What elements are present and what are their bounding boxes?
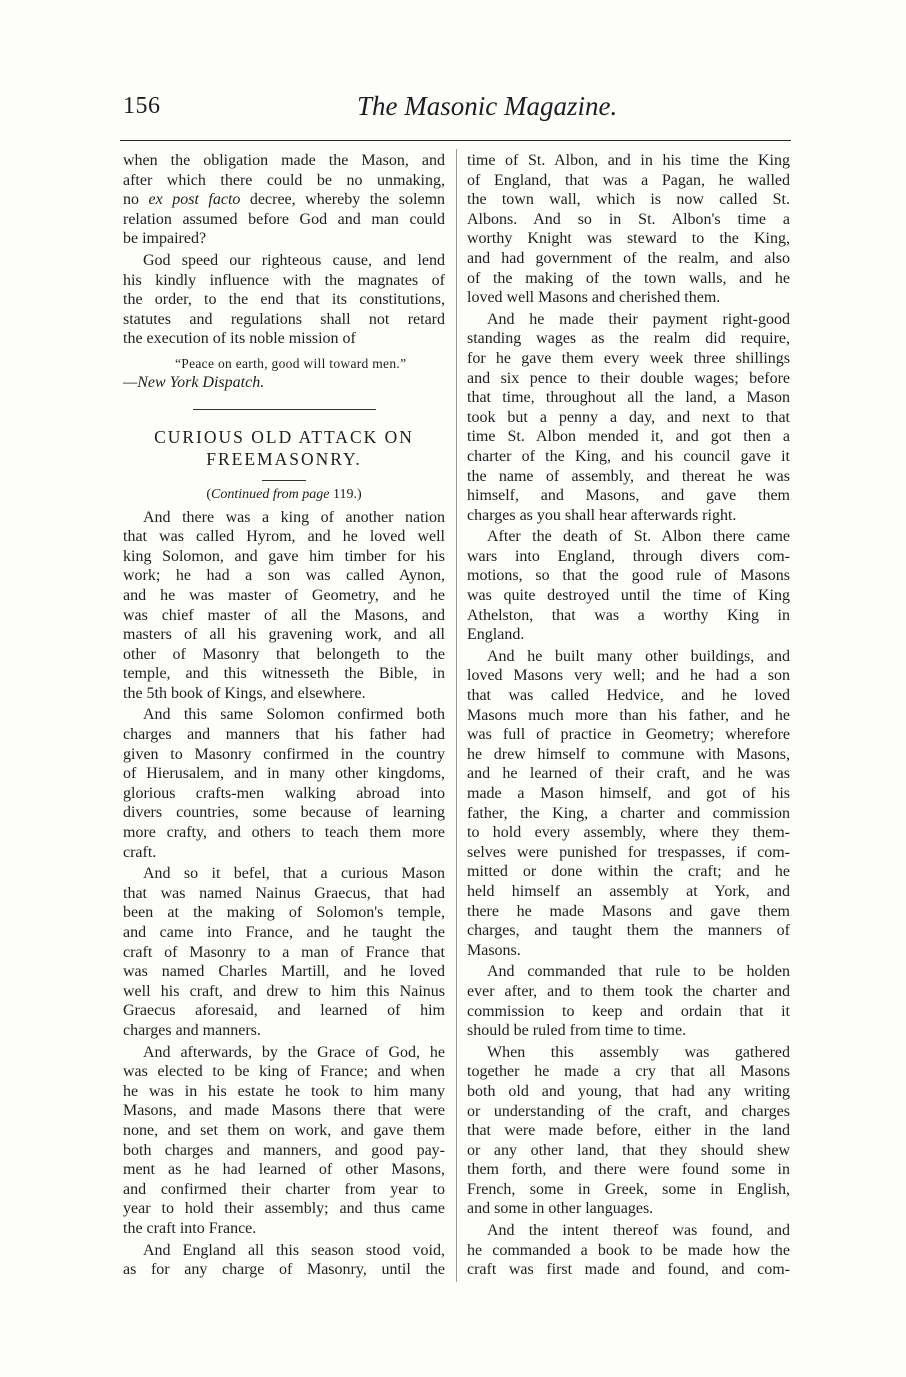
text-line: craft was first made and found, and com- (467, 1261, 790, 1279)
text-line: and he was master of Geometry, and he (123, 586, 445, 604)
text-line: charges as you shall hear afterwards right. (467, 506, 737, 524)
text-line: he commanded a book to be made how the (467, 1241, 790, 1259)
text-line: that were made before, either in the land (467, 1122, 790, 1140)
text-line: and came into France, and he taught the (123, 924, 445, 941)
text-line: selves were punished for trespasses, if com- (467, 843, 790, 861)
text-line: the craft into France. (123, 1219, 257, 1237)
text-line: statutes and regulations shall not retard (123, 310, 445, 328)
text-line: relation assumed before God and man could (123, 210, 445, 228)
text-line: when the obligation made the Mason, and (123, 152, 445, 169)
text-line: time St. Albon mended it, and got then a (467, 428, 790, 446)
article-title-line: FREEMASONRY. (206, 448, 362, 469)
text-line: other of Masonry that belongeth to the (123, 645, 445, 663)
text-line: Graecus aforesaid, and learned of him (123, 1002, 445, 1020)
paragraph (123, 1241, 445, 1280)
text-line: temple, and this witnesseth the Bible, in (123, 665, 445, 683)
paragraph (467, 151, 790, 308)
text-line: And so it befel, that a curious Mason (143, 865, 445, 883)
text-line: charges and manners. (123, 1021, 261, 1039)
text-line: the town wall, which is now called St. (467, 191, 790, 209)
text-line: French, some in Greek, some in English, (467, 1180, 790, 1198)
text-line: And commanded that rule to be holden (487, 963, 790, 981)
continued-label: Continued from page (211, 486, 330, 502)
text-line: as for any charge of Masonry, until the (123, 1261, 445, 1279)
paragraph (467, 962, 790, 1040)
text-line: motions, so that the good rule of Masons (467, 567, 790, 585)
italic-phrase: ex post facto (148, 191, 241, 209)
text-line: was full of practice in Geometry; wherefore (467, 726, 790, 744)
text-line: And England all this season stood void, (143, 1241, 445, 1259)
text-line: Athelston, that was a worthy King in (467, 606, 790, 624)
source-attribution: —New York Dispatch. (123, 373, 265, 391)
text-line: England. (467, 626, 525, 644)
column-divider (456, 149, 457, 1282)
text-line: for he gave them every week three shillings (467, 349, 790, 367)
continued-note (123, 486, 445, 504)
title-underline (262, 480, 306, 481)
text-line: and six pence to their double wages; before (467, 369, 790, 387)
text-line: of Hierusalem, and in many other kingdoms, (123, 765, 445, 783)
left-column (123, 151, 445, 1280)
text-line: or any other land, that they should shew (467, 1141, 790, 1159)
text-line: took but a penny a day, and next to that (467, 408, 790, 426)
text-segment: no (123, 191, 149, 209)
text-line: commission to keep and ordain that it (467, 1002, 790, 1020)
text-line: was quite destroyed until the time of King (467, 587, 790, 605)
continued-page: 119.) (329, 486, 362, 502)
text-line: year to hold their assembly; and thus came (123, 1200, 445, 1218)
text-line: together he made a cry that all Masons (467, 1063, 790, 1081)
text-line: ever after, and to them took the charter and (467, 982, 790, 1000)
prior-article-text (123, 151, 445, 349)
text-line: that was named Nainus Graecus, that had (123, 884, 445, 902)
text-line: God speed our righteous cause, and lend (143, 251, 445, 269)
text-line: ment as he had learned of other Masons, (123, 1161, 445, 1179)
continued-prefix: ( (206, 486, 212, 502)
text-line: his kindly influence with the magnates of (123, 271, 445, 289)
text-line: charter of the King, and his council gave it (467, 447, 790, 465)
text-line: Albons. And so in St. Albon's time a (467, 210, 790, 228)
text-line: loved well Masons and cherished them. (467, 289, 721, 307)
text-line: he was in his estate he took to him many (123, 1082, 445, 1100)
text-line: After the death of St. Albon there came (487, 528, 790, 546)
text-line: the order, to the end that its constitutions, (123, 291, 445, 309)
text-line: And he made their payment right-good (487, 310, 790, 328)
paragraph (467, 647, 790, 961)
text-line: masters of all his gravening work, and all (123, 626, 445, 644)
text-line: craft. (123, 843, 157, 861)
text-line: that time, throughout all the land, a Mason (467, 389, 790, 407)
text-line: mitted or done within the craft; and he (467, 863, 790, 881)
text-line: none, and set them on work, and gave them (123, 1121, 445, 1139)
text-line: Masons much more than his father, and he (467, 706, 790, 724)
article-body-right (467, 151, 790, 1280)
text-line: craft of Masonry to a man of France that (123, 943, 445, 961)
text-line: charges and manners that his father had (123, 726, 445, 744)
text-line: Masons. (467, 941, 521, 959)
text-line: And there was a king of another nation (143, 508, 445, 526)
article-body-left (123, 508, 445, 1280)
text-line: glorious crafts-men walking abroad into (123, 784, 445, 802)
text-line: And afterwards, by the Grace of God, he (143, 1043, 445, 1061)
text-line: himself, and Masons, and gave them (467, 487, 790, 505)
text-line: work; he had a son was called Aynon, (123, 567, 445, 585)
text-line: that was called Hyrom, and he loved well (123, 528, 445, 546)
section-divider (193, 409, 376, 410)
text-line: and some in other languages. (467, 1200, 654, 1218)
paragraph (123, 864, 445, 1040)
paragraph (467, 1221, 790, 1280)
paragraph (123, 705, 445, 862)
text-line: or understanding of the craft, and charges (467, 1102, 790, 1120)
text-line: time of St. Albon, and in his time the King (467, 152, 790, 169)
text-line: that was called Hedvice, and he loved (467, 687, 790, 705)
text-line (123, 190, 445, 210)
text-line: father, the King, a charter and commission (467, 804, 790, 822)
text-line: wars into England, through divers com- (467, 547, 790, 565)
text-line: to hold every assembly, where they them- (467, 824, 790, 842)
text-line: divers countries, some because of learning (123, 804, 445, 822)
text-line: and he learned of their craft, and he was (467, 765, 790, 783)
text-line: was named Charles Martill, and he loved (123, 963, 445, 981)
right-column (467, 151, 790, 1280)
text-line: should be ruled from time to time. (467, 1022, 687, 1040)
text-line: the 5th book of Kings, and elsewhere. (123, 684, 366, 702)
text-line: after which there could be no unmaking, (123, 171, 445, 189)
paragraph (467, 527, 790, 645)
paragraph (123, 508, 445, 704)
text-line: both old and young, that had any writing (467, 1082, 790, 1100)
text-line: When this assembly was gathered (487, 1043, 790, 1061)
text-line: And he built many other buildings, and (487, 647, 790, 665)
paragraph (123, 251, 445, 349)
text-line: he drew himself to commune with Masons, (467, 745, 790, 763)
text-line: and had government of the realm, and also (467, 249, 790, 267)
paragraph (123, 1043, 445, 1239)
paragraph (467, 1043, 790, 1219)
text-line: the name of assembly, and thereat he was (467, 467, 790, 485)
text-line: given to Masonry confirmed in the country (123, 745, 445, 763)
text-line: been at the making of Solomon's temple, (123, 904, 445, 922)
text-line: Masons, and made Masons there that were (123, 1102, 445, 1120)
article-title-line: CURIOUS OLD ATTACK ON (154, 426, 414, 447)
text-line: And this same Solomon confirmed both (143, 706, 445, 724)
text-line: them forth, and there were found some in (467, 1161, 790, 1179)
text-line: worthy Knight was steward to the King, (467, 230, 790, 248)
text-line: more crafty, and others to teach them more (123, 824, 445, 842)
text-line: both charges and manners, and good pay- (123, 1141, 445, 1159)
text-line: and confirmed their charter from year to (123, 1180, 445, 1198)
text-line: be impaired? (123, 230, 207, 248)
page-number: 156 (123, 93, 161, 119)
closing-quote: “Peace on earth, good will toward men.” (175, 355, 407, 371)
text-line: loved Masons very well; and he had a son (467, 667, 790, 685)
text-line: of England, that was a Pagan, he walled (467, 171, 790, 189)
header-rule (120, 140, 791, 141)
text-line: of the making of the town walls, and he (467, 269, 790, 287)
text-line: was elected to be king of France; and when (123, 1063, 445, 1081)
text-line: made a Mason himself, and got of his (467, 785, 790, 802)
paragraph (467, 310, 790, 526)
text-line: standing wages as the realm did require, (467, 330, 790, 348)
text-line: charges, and taught them the manners of (467, 922, 790, 940)
text-segment: decree, whereby the solemn (240, 191, 445, 209)
text-line: And the intent thereof was found, and (487, 1222, 790, 1240)
text-line: well his craft, and drew to him this Nainus (123, 982, 445, 1000)
text-line: was chief master of all the Masons, and (123, 606, 445, 624)
text-line: held himself an assembly at York, and (467, 882, 790, 900)
text-line: king Solomon, and gave him timber for his (123, 547, 445, 565)
running-title: The Masonic Magazine. (357, 91, 618, 121)
article-title (123, 426, 445, 470)
text-line: the execution of its noble mission of (123, 330, 356, 348)
paragraph (123, 151, 445, 249)
text-line: there he made Masons and gave them (467, 902, 790, 920)
